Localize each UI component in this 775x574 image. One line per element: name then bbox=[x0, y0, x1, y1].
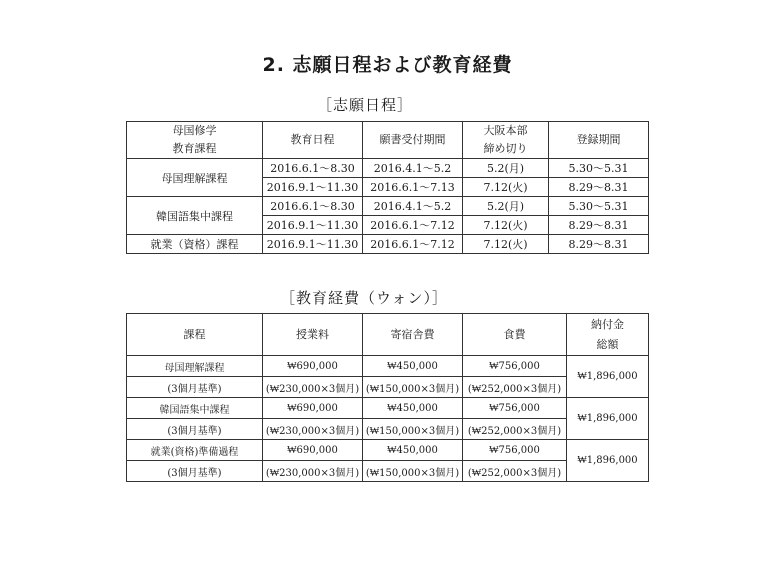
course-name: 韓国語集中課程 bbox=[127, 197, 263, 235]
edu-period: 2016.6.1～8.30 bbox=[263, 197, 363, 216]
food-calc: (₩252,000×3個月) bbox=[463, 377, 567, 398]
osaka-deadline: 5.2(月) bbox=[463, 159, 549, 178]
table-row bbox=[127, 159, 649, 178]
dorm-amount: ₩450,000 bbox=[363, 398, 463, 419]
edu-period: 2016.6.1～8.30 bbox=[263, 159, 363, 178]
food-calc: (₩252,000×3個月) bbox=[463, 419, 567, 440]
total-amount: ₩1,896,000 bbox=[567, 398, 649, 440]
edu-period: 2016.9.1～11.30 bbox=[263, 178, 363, 197]
header-course-line2: 教育課程 bbox=[172, 142, 217, 155]
app-period: 2016.4.1～5.2 bbox=[363, 197, 463, 216]
header-dorm: 寄宿舎費 bbox=[363, 314, 463, 356]
tuition-calc: (₩230,000×3個月) bbox=[263, 461, 363, 482]
header-food: 食費 bbox=[463, 314, 567, 356]
schedule-table bbox=[126, 121, 649, 254]
table-row bbox=[127, 440, 649, 461]
fees-table bbox=[126, 313, 649, 482]
edu-period: 2016.9.1～11.30 bbox=[263, 235, 363, 254]
course-name: 母国理解課程 bbox=[127, 159, 263, 197]
dorm-calc: (₩150,000×3個月) bbox=[363, 419, 463, 440]
tuition-amount: ₩690,000 bbox=[263, 356, 363, 377]
app-period: 2016.6.1～7.12 bbox=[363, 216, 463, 235]
page-title: 2. 志願日程および教育経費 bbox=[262, 54, 513, 76]
header-course-line1: 母国修学 bbox=[172, 124, 217, 137]
tuition-amount: ₩690,000 bbox=[263, 440, 363, 461]
osaka-deadline: 7.12(火) bbox=[463, 178, 549, 197]
fee-course-name: 就業(資格)準備過程 bbox=[127, 440, 263, 461]
reg-period: 5.30～5.31 bbox=[549, 159, 649, 178]
total-amount: ₩1,896,000 bbox=[567, 356, 649, 398]
reg-period: 8.29～8.31 bbox=[549, 235, 649, 254]
header-course bbox=[127, 122, 263, 159]
dorm-calc: (₩150,000×3個月) bbox=[363, 377, 463, 398]
header-edu-period: 教育日程 bbox=[263, 122, 363, 159]
fees-section-title: ［教育経費（ウォン）］ bbox=[280, 289, 448, 307]
reg-period: 5.30～5.31 bbox=[549, 197, 649, 216]
dorm-amount: ₩450,000 bbox=[363, 356, 463, 377]
edu-period: 2016.9.1～11.30 bbox=[263, 216, 363, 235]
header-app-period: 願書受付期間 bbox=[363, 122, 463, 159]
header-osaka-line1: 大阪本部 bbox=[483, 124, 528, 137]
tuition-amount: ₩690,000 bbox=[263, 398, 363, 419]
header-total-line1: 納付金 bbox=[591, 317, 624, 331]
app-period: 2016.4.1～5.2 bbox=[363, 159, 463, 178]
osaka-deadline: 5.2(月) bbox=[463, 197, 549, 216]
app-period: 2016.6.1～7.12 bbox=[363, 235, 463, 254]
course-name: 就業（資格）課程 bbox=[127, 235, 263, 254]
food-calc: (₩252,000×3個月) bbox=[463, 461, 567, 482]
total-amount: ₩1,896,000 bbox=[567, 440, 649, 482]
food-amount: ₩756,000 bbox=[463, 398, 567, 419]
osaka-deadline: 7.12(火) bbox=[463, 235, 549, 254]
table-row bbox=[127, 197, 649, 216]
food-amount: ₩756,000 bbox=[463, 356, 567, 377]
reg-period: 8.29～8.31 bbox=[549, 178, 649, 197]
header-tuition: 授業料 bbox=[263, 314, 363, 356]
schedule-header-row bbox=[127, 122, 649, 159]
fee-basis: (3個月基準) bbox=[127, 377, 263, 398]
table-row bbox=[127, 235, 649, 254]
tuition-calc: (₩230,000×3個月) bbox=[263, 419, 363, 440]
fee-course-name: 母国理解課程 bbox=[127, 356, 263, 377]
fee-course-name: 韓国語集中課程 bbox=[127, 398, 263, 419]
schedule-section-title: ［志願日程］ bbox=[316, 96, 413, 114]
header-total bbox=[567, 314, 649, 356]
header-osaka-deadline bbox=[463, 122, 549, 159]
table-row bbox=[127, 356, 649, 377]
header-fee-course: 課程 bbox=[127, 314, 263, 356]
dorm-amount: ₩450,000 bbox=[363, 440, 463, 461]
osaka-deadline: 7.12(火) bbox=[463, 216, 549, 235]
app-period: 2016.6.1～7.13 bbox=[363, 178, 463, 197]
fee-basis: (3個月基準) bbox=[127, 419, 263, 440]
header-osaka-line2: 締め切り bbox=[483, 142, 528, 155]
reg-period: 8.29～8.31 bbox=[549, 216, 649, 235]
fees-header-row bbox=[127, 314, 649, 356]
header-reg-period: 登録期間 bbox=[549, 122, 649, 159]
tuition-calc: (₩230,000×3個月) bbox=[263, 377, 363, 398]
header-total-line2: 総額 bbox=[596, 337, 619, 351]
food-amount: ₩756,000 bbox=[463, 440, 567, 461]
table-row bbox=[127, 398, 649, 419]
dorm-calc: (₩150,000×3個月) bbox=[363, 461, 463, 482]
fee-basis: (3個月基準) bbox=[127, 461, 263, 482]
